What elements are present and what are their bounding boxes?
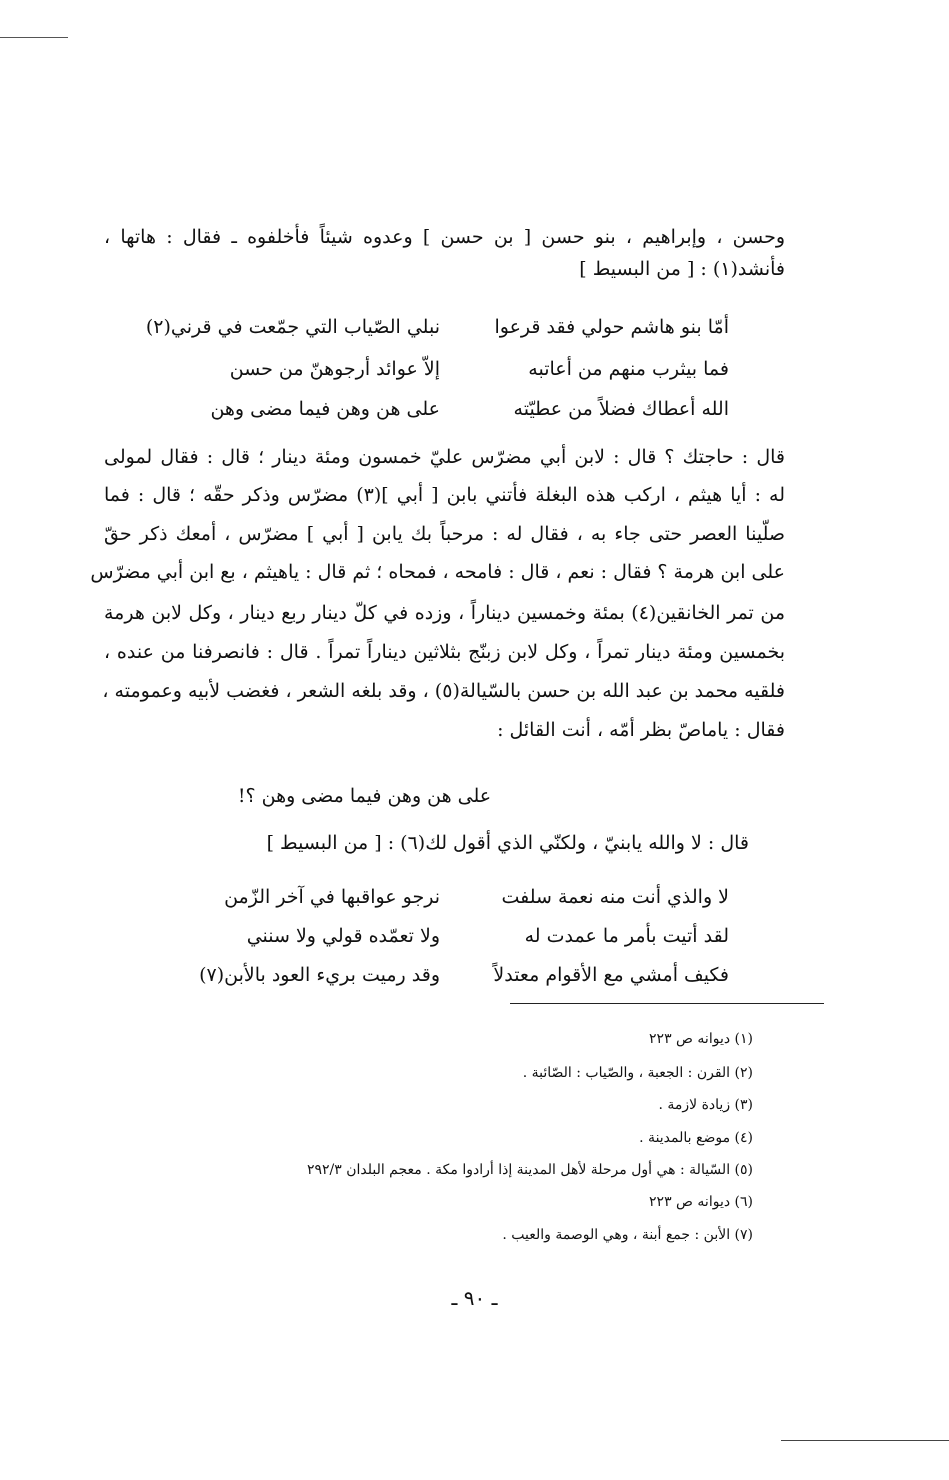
prose-line: فلقيه محمد بن عبد الله بن حسن بالسّيالة(٥) ، وقد بلغه الشعر ، فغضب لأبيه وعمومته ، [102, 680, 785, 702]
prose-line: فأنشد(١) : [ من البسيط ] [579, 258, 785, 280]
verse-line [145, 310, 729, 344]
verse-line [170, 919, 729, 953]
footnote: (٥) السّيالة : هي أول مرحلة لأهل المدينة إذا أرادوا مكة . معجم البلدان ٢٩٢/٣ [306, 1162, 753, 1178]
bottom-right-rule [781, 1440, 949, 1441]
quoted-verse: على هن وهن فيما مضى وهن ؟! [237, 785, 492, 807]
footnote: (١) ديوانه ص ٢٢٣ [649, 1031, 753, 1047]
prose-line: من تمر الخانقين(٤) بمئة وخمسين ديناراً ، وزده في كلّ دينار ربع دينار ، وكل لابن هرمة [104, 602, 786, 624]
verse-second-hemistich: على هن وهن فيما مضى وهن [210, 398, 440, 420]
verse-second-hemistich: إلاّ عوائد أرجوهنّ من حسن [229, 358, 440, 380]
verse-line [170, 392, 729, 426]
verse-second-hemistich: ولا تعمّده قولي ولا سنني [246, 925, 440, 947]
footnote: (٣) زيادة لازمة . [658, 1097, 753, 1113]
verse-first-hemistich: الله أعطاك فضلاً من عطيّته [513, 398, 729, 420]
footnote: (٦) ديوانه ص ٢٢٣ [649, 1194, 753, 1210]
verse-first-hemistich: لا والذي أنت منه نعمة سلفت [501, 886, 729, 908]
verse-second-hemistich: وقد رميت بريء العود بالأبن(٧) [199, 964, 440, 986]
verse-line [170, 880, 729, 914]
prose-line: بخمسين ومئة دينار تمراً ، وكل لابن زبنّج بثلاثين ديناراً تمراً . قال : فانصرفنا من عنده ، [104, 641, 785, 663]
prose-line: صلّينا العصر حتى جاء به ، فقال له : مرحباً بك يابن [ أبي ] مضرّس ، أمعك ذكر حقّ [104, 523, 785, 545]
footnote: (٤) موضع بالمدينة . [639, 1130, 753, 1146]
verse-first-hemistich: فما بيثرب منهم من أعاتبه [528, 358, 729, 380]
prose-line: على ابن هرمة ؟ فقال : نعم ، قال : فامحه ، فمحاه ؛ ثم قال : ياهيثم ، بع ابن أبي مضرّس [90, 561, 785, 583]
verse-line [170, 958, 729, 992]
footnote: (٢) القرن : الجعبة ، والصّياب : الصّائبة . [522, 1065, 753, 1081]
verse-first-hemistich: أمّا بنو هاشم حولي فقد قرعوا [494, 316, 729, 338]
prose-line: قال : لا والله يابنيّ ، ولكنّي الذي أقول لك(٦) : [ من البسيط ] [266, 832, 749, 854]
verse-first-hemistich: فكيف أمشي مع الأقوام معتدلاً [493, 964, 729, 986]
verse-second-hemistich: نبلي الصّياب التي جمّعت في قرني(٢) [145, 316, 440, 338]
prose-line: قال : حاجتك ؟ قال : لابن أبي مضرّس عليّ خمسون ومئة دينار ؛ قال : فقال لمولى [104, 446, 785, 468]
prose-line: له : أيا هيثم ، اركب هذه البغلة فأتني بابن [ أبي ](٣) مضرّس وذكر حقّه ؛ قال : فما [104, 484, 786, 506]
prose-line: وحسن ، وإبراهيم ، بنو حسن [ بن حسن ] وعدوه شيئاً فأخلفوه ـ فقال : هاتها ، [104, 226, 785, 248]
verse-line [170, 352, 729, 386]
verse-first-hemistich: لقد أتيت بأمر ما عمدت له [524, 925, 729, 947]
verse-second-hemistich: نرجو عواقبها في آخر الزّمن [224, 886, 440, 908]
prose-line: فقال : ياماصّ بظر أمّه ، أنت القائل : [497, 719, 785, 741]
footnote-separator [510, 1003, 824, 1004]
page-number: ـ ٩٠ ـ [451, 1286, 498, 1310]
footnote: (٧) الأبن : جمع أبنة ، وهي الوصمة والعيب . [502, 1227, 753, 1243]
